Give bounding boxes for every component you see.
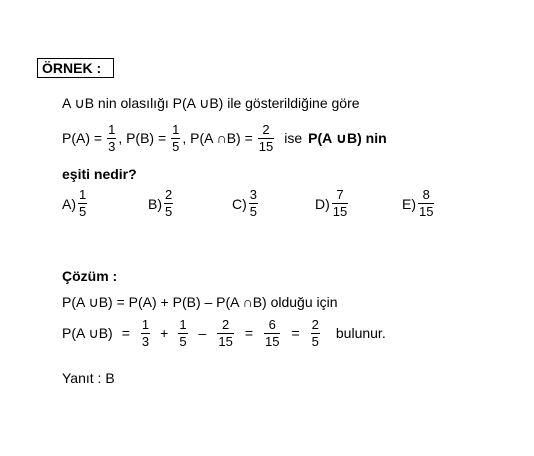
numerator: 1 <box>141 316 150 332</box>
question-ask: P(A ∪B) nin <box>308 129 387 146</box>
answer-line: Yanıt : B <box>62 370 115 386</box>
option-c-numerator: 3 <box>249 187 258 202</box>
pab-denominator: 15 <box>258 138 274 154</box>
option-e-label: E) <box>402 195 416 212</box>
option-e-numerator: 8 <box>422 187 430 202</box>
option-a-fraction <box>78 188 87 219</box>
numerator: 2 <box>311 316 319 332</box>
option-c-denominator: 5 <box>249 204 258 219</box>
option-b-numerator: 2 <box>165 187 173 202</box>
numerator: 1 <box>179 316 187 332</box>
denominator: 3 <box>141 333 150 349</box>
pb-numerator: 1 <box>172 121 180 137</box>
pb-label: , P(B) = <box>118 130 167 146</box>
pa-label: P(A) = <box>62 130 103 146</box>
numerator: 6 <box>268 316 276 332</box>
option-c-fraction <box>249 188 258 219</box>
option-b-fraction <box>164 188 173 219</box>
denominator: 5 <box>179 333 187 349</box>
solution-fraction-1 <box>141 318 150 349</box>
option-d-label: D) <box>315 195 330 212</box>
question-line-3: eşiti nedir? <box>62 166 137 182</box>
denominator: 15 <box>218 333 233 349</box>
solution-line-1: P(A ∪B) = P(A) + P(B) – P(A ∩B) olduğu için <box>62 294 338 310</box>
solution-title: Çözüm : <box>62 268 118 284</box>
solution-fraction-4 <box>264 318 280 349</box>
option-b-label: B) <box>148 195 162 212</box>
denominator: 15 <box>265 333 280 349</box>
equals-sign: = <box>244 325 253 341</box>
pab-label: , P(A ∩B) = <box>182 130 253 146</box>
pab-numerator: 2 <box>262 121 270 137</box>
option-a-numerator: 1 <box>79 187 87 202</box>
equals-sign: = <box>291 325 300 341</box>
pb-denominator: 5 <box>172 138 180 154</box>
option-d-denominator: 15 <box>332 204 348 219</box>
option-b <box>148 188 175 219</box>
solution-fraction-2 <box>178 318 187 349</box>
pb-fraction <box>171 123 180 154</box>
ise-word: ise <box>284 130 303 146</box>
solution-fraction-5 <box>311 318 320 349</box>
solution-lhs: P(A ∪B) <box>62 324 113 341</box>
option-a-denominator: 5 <box>79 204 87 219</box>
solution-fraction-3 <box>217 318 233 349</box>
option-d <box>315 188 350 219</box>
pa-numerator: 1 <box>108 121 116 137</box>
answer-options <box>62 188 502 228</box>
minus-sign: – <box>198 325 207 341</box>
equals-sign: = <box>121 325 130 341</box>
option-b-denominator: 5 <box>165 204 173 219</box>
plus-sign: + <box>160 325 169 341</box>
question-line-1: A ∪B nin olasılığı P(A ∪B) ile gösterildiğine göre <box>62 95 360 111</box>
option-a-label: A) <box>62 195 76 212</box>
option-d-fraction <box>332 188 348 219</box>
option-d-numerator: 7 <box>336 187 344 202</box>
pa-fraction <box>107 123 116 154</box>
option-e <box>402 188 436 219</box>
solution-line-2 <box>62 315 386 351</box>
solution-tail: bulunur. <box>335 325 386 341</box>
option-a <box>62 188 89 219</box>
option-e-fraction <box>418 188 434 219</box>
option-c <box>232 188 260 219</box>
question-line-2 <box>62 120 387 156</box>
denominator: 5 <box>311 333 319 349</box>
numerator: 2 <box>221 316 230 332</box>
pab-fraction <box>258 123 274 154</box>
example-title: ÖRNEK : <box>37 58 114 78</box>
option-c-label: C) <box>232 195 247 212</box>
option-e-denominator: 15 <box>419 204 434 219</box>
pa-denominator: 3 <box>108 138 116 154</box>
